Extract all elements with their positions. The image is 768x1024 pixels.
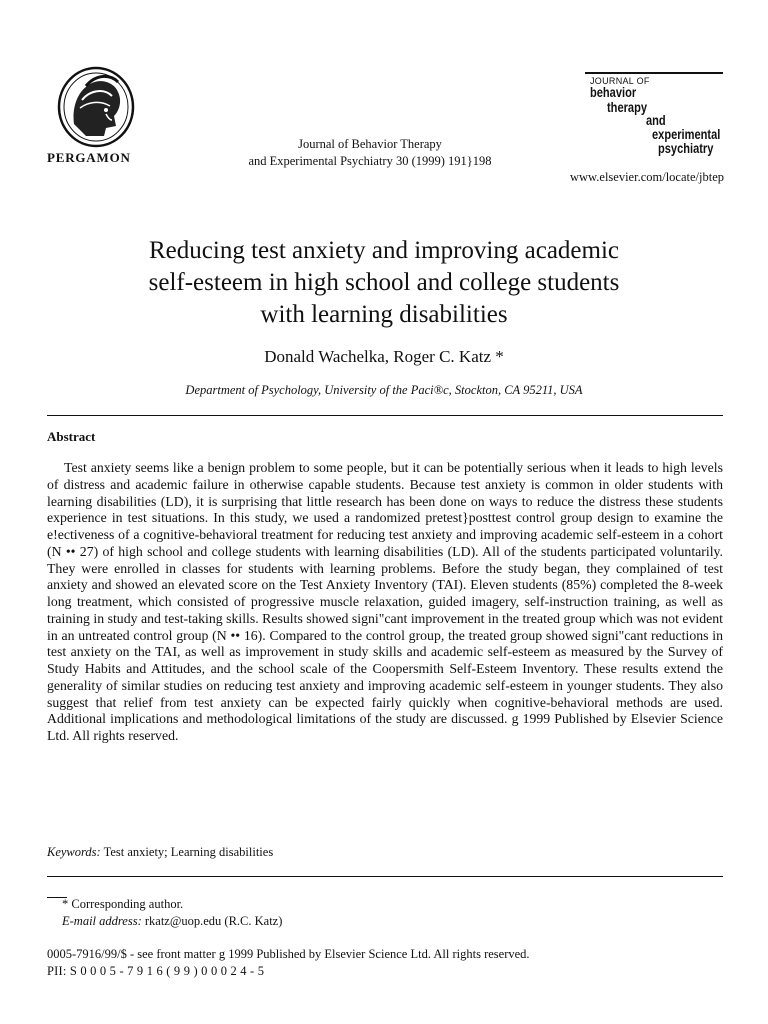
- pii-line: PII: S 0 0 0 5 - 7 9 1 6 ( 9 9 ) 0 0 0 2 4 - 5: [47, 964, 265, 978]
- author-affiliation: Department of Psychology, University of the Paci®c, Stockton, CA 95211, USA: [185, 383, 583, 397]
- journal-logo-line-3: therapy: [607, 100, 648, 115]
- journal-wordmark-logo: [590, 74, 726, 164]
- keywords-line: [47, 845, 273, 860]
- journal-logo-line-1: JOURNAL OF: [590, 76, 650, 86]
- section-divider-top: [47, 415, 723, 416]
- journal-url[interactable]: www.elsevier.com/locate/jbtep: [570, 170, 724, 184]
- journal-logo-line-4: and: [646, 113, 666, 128]
- journal-logo-line-5: experimental: [652, 127, 721, 142]
- journal-citation: [200, 136, 540, 170]
- article-title-line-2: self-esteem in high school and college students: [148, 269, 620, 296]
- article-title-line-1: Reducing test anxiety and improving academic: [149, 237, 619, 264]
- corresponding-author-note: * Corresponding author.: [62, 897, 184, 911]
- helmeted-head-emblem-icon: [56, 66, 136, 148]
- journal-logo-line-6: psychiatry: [658, 141, 714, 156]
- publisher-name: PERGAMON: [47, 150, 131, 165]
- keywords-value: Test anxiety; Learning disabilities: [103, 845, 274, 859]
- article-title: [40, 235, 728, 331]
- email-value[interactable]: rkatz@uop.edu (R.C. Katz): [144, 914, 283, 928]
- email-label: E-mail address:: [62, 914, 142, 928]
- article-authors: Donald Wachelka, Roger C. Katz *: [264, 347, 504, 366]
- journal-logo-line-2: behavior: [590, 85, 637, 100]
- abstract-body: Test anxiety seems like a benign problem to some people, but it can be potentially serious when it leads to high levels of distress and academic failure in otherwise capable students. Because test anxiety is common in older students with learning disabilities (LD), it is surprising that little research has been done on ways to reduce the distress these students experience in test situations. In this study, we used a randomized pretest}posttest control group design to examine the e!ectiveness of a cognitive-behavioral treatment for reducing test anxiety and improving academic self-esteem in a cohort (N •• 27) of high school and college students with learning disabilities (LD). All of the students participated voluntarily. They were enrolled in classes for students with learning problems. Before the study began, they complained of test anxiety and showed an elevated score on the Test Anxiety Inventory (TAI). Eleven students (85%) completed the 8-week long treatment, which consisted of progressive muscle relaxation, guided imagery, self-instruction training, as well as training in study and test-taking skills. Results showed signi"cant improvement in the treated group which was not evident in an untreated control group (N •• 16). Compared to the control group, the treated group showed signi"cant reductions in test anxiety on the TAI, as well as improvement in study skills and academic self-esteem as measured by the Survey of Study Habits and Attitudes, and the school scale of the Coopersmith Self-Esteem Inventory. These results extend the generality of similar studies on reducing test anxiety and improving academic self-esteem in younger students. They also suggest that relief from test anxiety can be expected fairly quickly when cognitive-behavioral methods are used. Additional implications and methodological limitations of the study are discussed. g 1999 Published by Elsevier Science Ltd. All rights reserved.: [47, 460, 723, 743]
- section-divider-bottom: [47, 876, 723, 877]
- journal-citation-line-2: and Experimental Psychiatry 30 (1999) 191}198: [248, 154, 492, 168]
- front-matter-line: 0005-7916/99/$ - see front matter g 1999 Published by Elsevier Science Ltd. All rights reserved.: [47, 947, 530, 961]
- article-title-line-3: with learning disabilities: [260, 301, 508, 328]
- email-note: [62, 914, 282, 929]
- journal-citation-line-1: Journal of Behavior Therapy: [298, 137, 442, 151]
- abstract-heading: Abstract: [47, 429, 96, 444]
- keywords-label: Keywords:: [47, 845, 101, 859]
